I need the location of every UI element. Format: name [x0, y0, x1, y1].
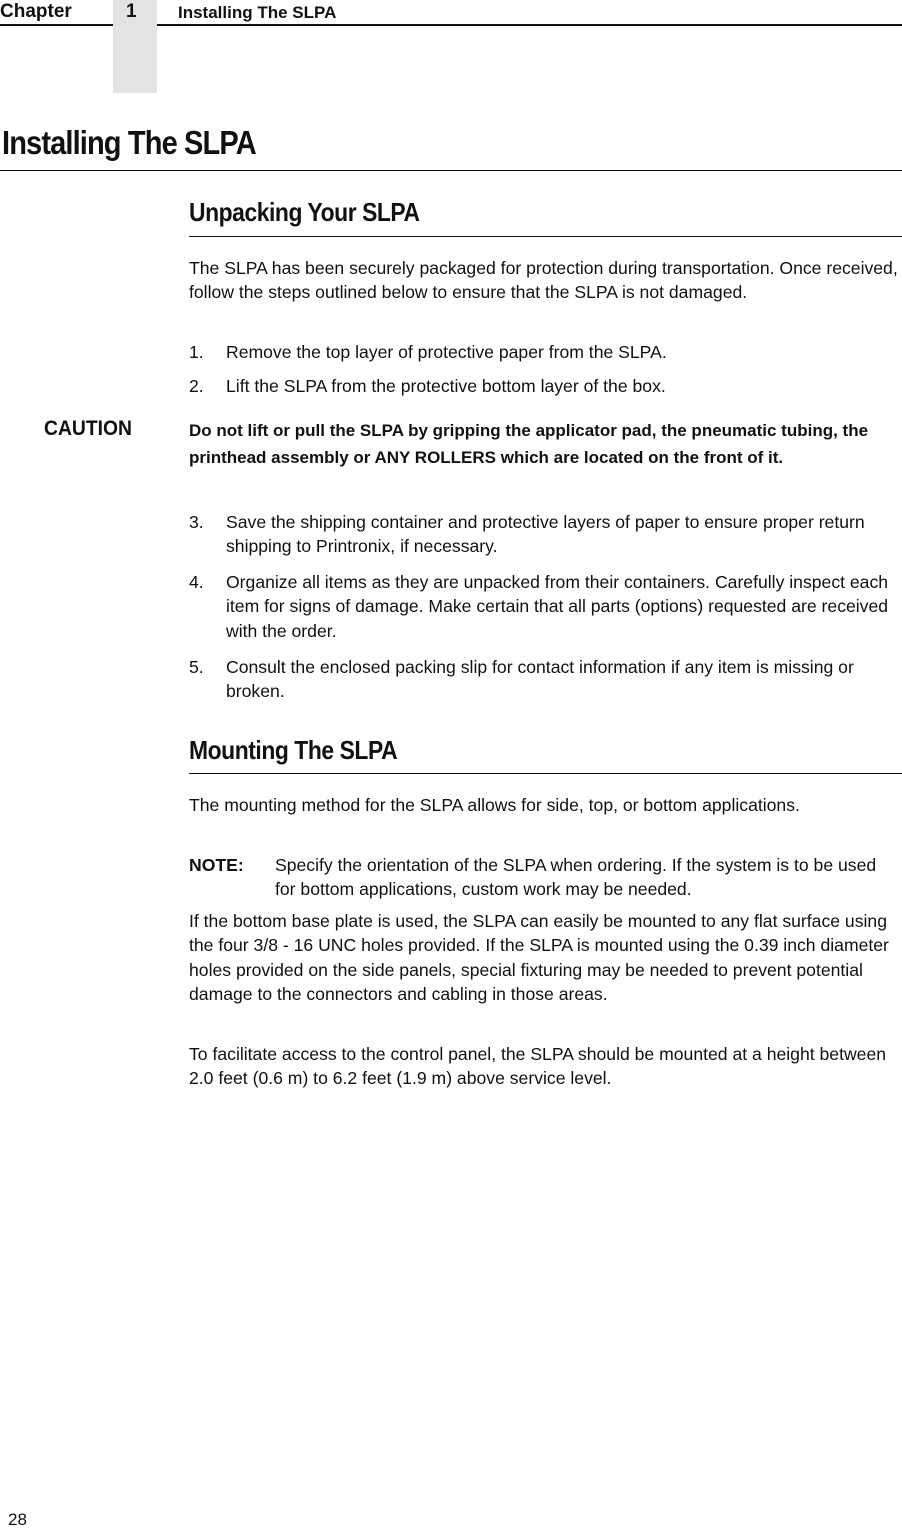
mounting-paragraph: If the bottom base plate is used, the SLPA can easily be mounted to any flat surface using the four 3/8 - 16 UNC holes provided. If the SLPA is mounted using the 0.39 inch diameter holes provided on the side panels, special fixturing may be needed to prevent potential damage to the connectors and cabling in those areas.: [189, 911, 889, 1005]
unpacking-intro: The SLPA has been securely packaged for protection during transportation. Once received, follow the steps outlined below to ensure that the SLPA is not damaged.: [189, 258, 898, 303]
list-text: Save the shipping container and protective layers of paper to ensure proper return shipping to Printronix, if necessary.: [226, 512, 865, 557]
list-item: [189, 510, 901, 559]
caution-label: CAUTION: [44, 417, 133, 440]
note-label: NOTE:: [189, 855, 244, 875]
chapter-label: Chapter: [0, 1, 72, 22]
list-number: 4.: [189, 572, 204, 592]
section-rule: [189, 236, 902, 237]
list-item: [189, 374, 901, 398]
mounting-paragraph: To facilitate access to the control panel, the SLPA should be mounted at a height between 2.0 feet (0.6 m) to 6.2 feet (1.9 m) above service level.: [189, 1044, 887, 1089]
list-number: 2.: [189, 376, 204, 396]
running-title: Installing The SLPA: [178, 3, 337, 22]
caution-text: Do not lift or pull the SLPA by gripping the applicator pad, the pneumatic tubing, the printhead assembly or ANY ROLLERS which are located on the front of it.: [189, 421, 869, 467]
list-item: [189, 655, 901, 704]
list-item: [189, 340, 901, 364]
header-rule: [0, 24, 113, 26]
title-rule: [0, 170, 902, 171]
list-text: Remove the top layer of protective paper from the SLPA.: [226, 342, 667, 362]
page-title: Installing The SLPA: [2, 124, 256, 161]
note: [189, 853, 901, 902]
page-number: 28: [8, 1510, 27, 1528]
list-number: 5.: [189, 657, 204, 677]
list-text: Lift the SLPA from the protective bottom layer of the box.: [226, 376, 666, 396]
list-number: 1.: [189, 342, 204, 362]
list-number: 3.: [189, 512, 204, 532]
section-heading-mounting: Mounting The SLPA: [189, 735, 398, 765]
section-rule: [189, 773, 902, 774]
list-item: [189, 570, 901, 643]
mounting-intro: The mounting method for the SLPA allows for side, top, or bottom applications.: [189, 795, 800, 815]
section-heading-unpacking: Unpacking Your SLPA: [189, 197, 420, 227]
chapter-number: 1: [126, 1, 137, 22]
header-rule: [157, 24, 902, 26]
list-text: Consult the enclosed packing slip for contact information if any item is missing or broken.: [226, 657, 854, 702]
list-text: Organize all items as they are unpacked from their containers. Carefully inspect each item for signs of damage. Make certain that all parts (options) requested are received with the order.: [226, 572, 889, 641]
note-text: Specify the orientation of the SLPA when ordering. If the system is to be used for bottom applications, custom work may be needed.: [275, 855, 877, 900]
